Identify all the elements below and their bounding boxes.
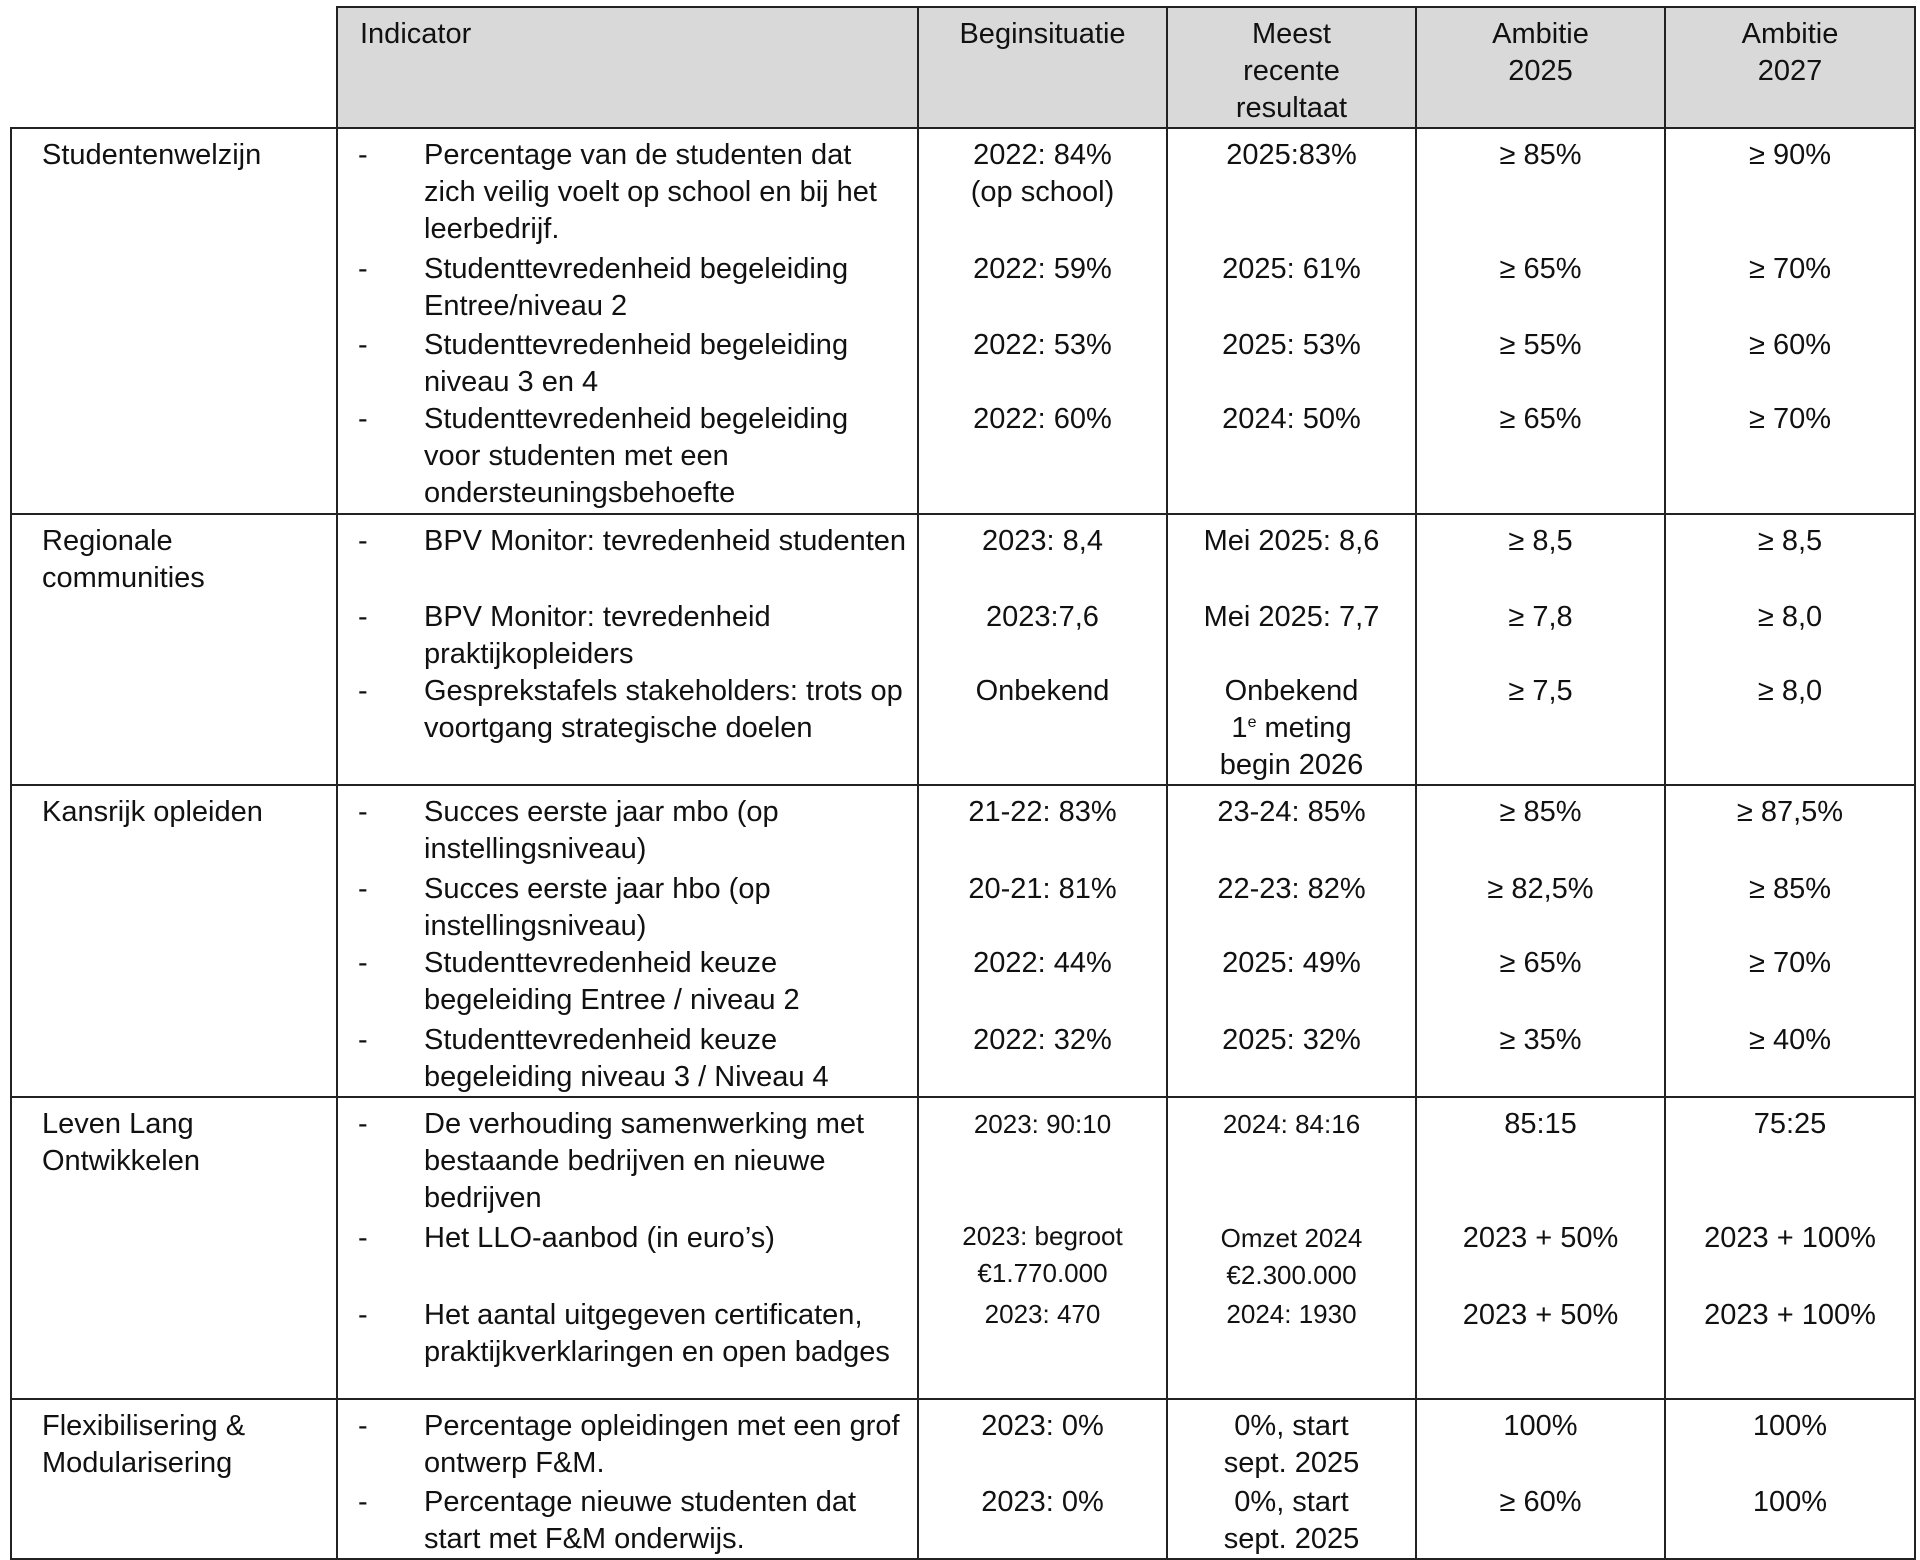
section-row-regionale-communities bbox=[11, 514, 1915, 785]
indicator-item: - BPV Monitor: tevredenheid praktijkopleiders bbox=[358, 601, 771, 670]
header-row bbox=[11, 7, 1915, 128]
indicator-cell bbox=[337, 785, 918, 1097]
ambitie-2025-cell: 85:15 2023 + 50% 2023 + 50% bbox=[1416, 1097, 1665, 1399]
recent-cell: 2024: 84:16 Omzet 2024 €2.300.000 2024: 1930 bbox=[1167, 1097, 1416, 1399]
beginsituatie-cell: 2023: 90:10 2023: begroot €1.770.000 2023: 470 bbox=[918, 1097, 1167, 1399]
indicator-item: - Studenttevredenheid keuze begeleiding niveau 3 / Niveau 4 bbox=[358, 1024, 829, 1093]
ambitie-2027-cell: ≥ 90% ≥ 70% ≥ 60% ≥ 70% bbox=[1665, 128, 1915, 514]
header-meest-recente-resultaat: Meest recente resultaat bbox=[1167, 7, 1416, 128]
indicator-item: - Succes eerste jaar mbo (op instellingsniveau) bbox=[358, 796, 779, 865]
indicator-item: - Studenttevredenheid begeleiding Entree/niveau 2 bbox=[358, 253, 849, 322]
section-row-studentenwelzijn bbox=[11, 128, 1915, 514]
ambitie-2025-cell: 100% ≥ 60% bbox=[1416, 1399, 1665, 1559]
theme-cell: Flexibilisering & Modularisering bbox=[11, 1399, 337, 1559]
header-corner bbox=[11, 7, 337, 128]
ambitie-2027-cell: ≥ 8,5 ≥ 8,0 ≥ 8,0 bbox=[1665, 514, 1915, 785]
recent-cell: 2025:83% 2025: 61% 2025: 53% 2024: 50% bbox=[1167, 128, 1416, 514]
beginsituatie-cell: 2023: 0% 2023: 0% bbox=[918, 1399, 1167, 1559]
beginsituatie-cell: 2023: 8,4 2023:7,6 Onbekend bbox=[918, 514, 1167, 785]
recent-cell: Mei 2025: 8,6 Mei 2025: 7,7 Onbekend 1e meting begin 2026 bbox=[1167, 514, 1416, 785]
ambitie-2025-cell: ≥ 8,5 ≥ 7,8 ≥ 7,5 bbox=[1416, 514, 1665, 785]
indicator-cell bbox=[337, 1097, 918, 1399]
indicator-cell bbox=[337, 128, 918, 514]
theme-cell: Leven Lang Ontwikkelen bbox=[11, 1097, 337, 1399]
ambitie-2027-cell: 75:25 2023 + 100% 2023 + 100% bbox=[1665, 1097, 1915, 1399]
indicator-item: - Het aantal uitgegeven certificaten, praktijkverklaringen en open badges bbox=[358, 1299, 890, 1368]
indicator-item: - Het LLO-aanbod (in euro’s) bbox=[358, 1222, 775, 1254]
indicator-item: - Percentage opleidingen met een grof ontwerp F&M. bbox=[358, 1410, 900, 1479]
header-ambitie-2025: Ambitie 2025 bbox=[1416, 7, 1665, 128]
header-indicator: Indicator bbox=[337, 7, 918, 128]
indicator-item: - Gesprekstafels stakeholders: trots op voortgang strategische doelen bbox=[358, 675, 903, 744]
beginsituatie-cell: 21-22: 83% 20-21: 81% 2022: 44% 2022: 32% bbox=[918, 785, 1167, 1097]
ambitie-2027-cell: 100% 100% bbox=[1665, 1399, 1915, 1559]
theme-cell: Regionale communities bbox=[11, 514, 337, 785]
recent-cell: 0%, start sept. 2025 0%, start sept. 2025 bbox=[1167, 1399, 1416, 1559]
indicator-item: - Studenttevredenheid begeleiding niveau 3 en 4 bbox=[358, 329, 849, 398]
indicator-cell bbox=[337, 514, 918, 785]
header-ambitie-2027: Ambitie 2027 bbox=[1665, 7, 1915, 128]
indicator-item: - Studenttevredenheid keuze begeleiding Entree / niveau 2 bbox=[358, 947, 800, 1016]
ambitie-2027-cell: ≥ 87,5% ≥ 85% ≥ 70% ≥ 40% bbox=[1665, 785, 1915, 1097]
indicator-table bbox=[10, 6, 1916, 1560]
section-row-leven-lang-ontwikkelen bbox=[11, 1097, 1915, 1399]
theme-cell: Kansrijk opleiden bbox=[11, 785, 337, 1097]
beginsituatie-cell: 2022: 84% (op school) 2022: 59% 2022: 53% 2022: 60% bbox=[918, 128, 1167, 514]
theme-cell: Studentenwelzijn bbox=[11, 128, 337, 514]
indicator-item: - BPV Monitor: tevredenheid studenten bbox=[358, 525, 907, 557]
indicator-item: - Studenttevredenheid begeleiding voor studenten met een ondersteuningsbehoefte bbox=[358, 403, 849, 509]
indicator-item: - Percentage nieuwe studenten dat start met F&M onderwijs. bbox=[358, 1486, 857, 1555]
recent-cell: 23-24: 85% 22-23: 82% 2025: 49% 2025: 32% bbox=[1167, 785, 1416, 1097]
ambitie-2025-cell: ≥ 85% ≥ 65% ≥ 55% ≥ 65% bbox=[1416, 128, 1665, 514]
section-row-kansrijk-opleiden bbox=[11, 785, 1915, 1097]
indicator-item: - Succes eerste jaar hbo (op instellingsniveau) bbox=[358, 873, 771, 942]
header-beginsituatie: Beginsituatie bbox=[918, 7, 1167, 128]
indicator-item: - De verhouding samenwerking met bestaande bedrijven en nieuwe bedrijven bbox=[358, 1108, 865, 1214]
indicator-item: - Percentage van de studenten dat zich veilig voelt op school en bij het leerbedrijf. bbox=[358, 139, 877, 245]
section-row-flexibilisering-modularisering bbox=[11, 1399, 1915, 1559]
indicator-cell bbox=[337, 1399, 918, 1559]
ambitie-2025-cell: ≥ 85% ≥ 82,5% ≥ 65% ≥ 35% bbox=[1416, 785, 1665, 1097]
